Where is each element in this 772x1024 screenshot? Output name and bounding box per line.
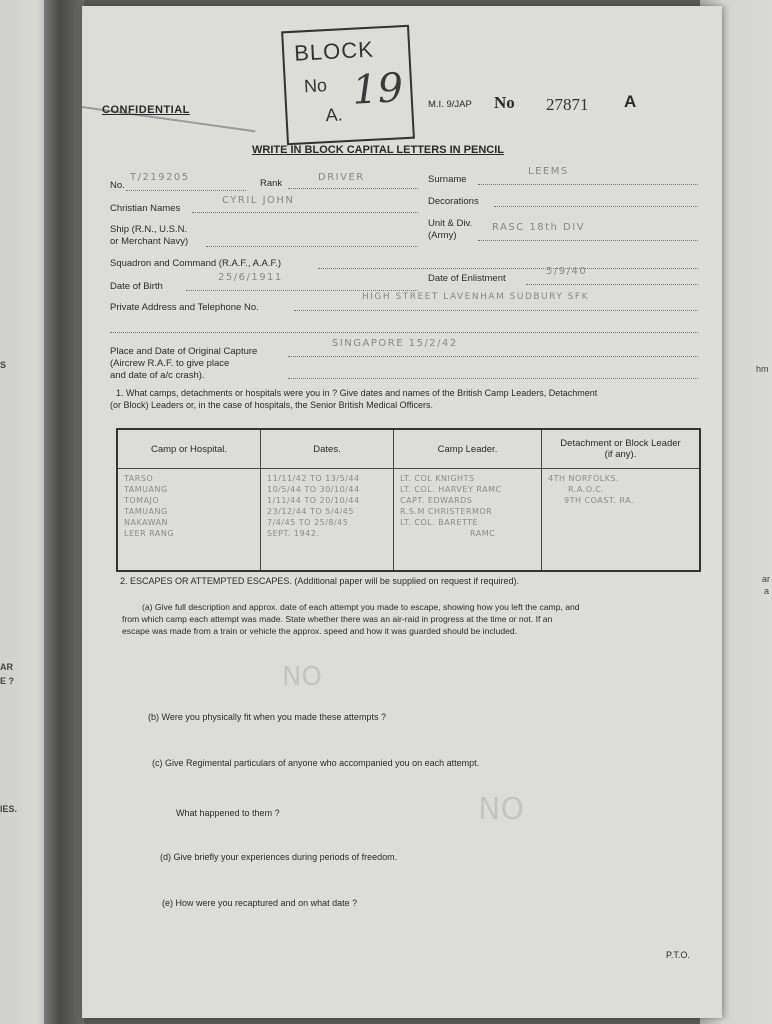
- confidential-label: CONFIDENTIAL: [102, 104, 190, 116]
- ship-label: Ship (R.N., U.S.N.: [110, 224, 188, 235]
- camp-entry: TOMAJO: [124, 496, 160, 505]
- right-fragment: ar: [762, 574, 771, 584]
- camp-header: Camp or Hospital.: [117, 429, 261, 469]
- ship-label-2: or Merchant Navy): [110, 236, 189, 247]
- dates-cell: [261, 469, 394, 572]
- questionnaire-sheet: [82, 6, 722, 1018]
- date-entry: 11/11/42 TO 13/5/44: [267, 474, 360, 483]
- rank-value: DRIVER: [318, 172, 365, 183]
- decorations-label: Decorations: [428, 196, 479, 207]
- block-stamp: [281, 25, 415, 146]
- unit-label-2: (Army): [428, 230, 457, 241]
- serial-suffix: A: [624, 92, 637, 111]
- detachment-cell: [542, 469, 701, 572]
- surname-label: Surname: [428, 174, 467, 185]
- question-1-text-2: (or Block) Leaders or, in the case of hospitals, the Senior British Medical Officers.: [110, 400, 433, 410]
- address-label: Private Address and Telephone No.: [110, 302, 259, 313]
- answer-2a: NO: [282, 662, 322, 692]
- camp-entry: TARSO: [124, 474, 154, 483]
- right-fragment: a: [764, 586, 770, 596]
- left-fragment: AR: [0, 662, 13, 672]
- detachment-entry: 4TH NORFOLKS.: [548, 474, 620, 483]
- mi-reference: M.I. 9/JAP: [428, 99, 472, 110]
- question-2c-text: (c) Give Regimental particulars of anyone who accompanied you on each attempt.: [152, 758, 480, 768]
- question-2a-text-2: from which camp each attempt was made. State whether there was an air-raid in progress at the time or not. If an: [122, 614, 553, 624]
- dob-label: Date of Birth: [110, 281, 163, 292]
- unit-label: Unit & Div.: [428, 218, 473, 229]
- date-entry: 10/5/44 TO 30/10/44: [267, 485, 360, 494]
- date-entry: 23/12/44 TO 5/4/45: [267, 507, 354, 516]
- army-no-label: No.: [110, 180, 125, 191]
- camps-table: [116, 428, 701, 572]
- date-entry: 7/4/45 TO 25/8/45: [267, 518, 349, 527]
- camp-entry: TAMUANG: [124, 485, 168, 494]
- dates-header: Dates.: [261, 429, 394, 469]
- question-2a-text-3: escape was made from a train or vehicle the approx. speed and how it was guarded should be included.: [122, 626, 518, 636]
- question-2d-text: (d) Give briefly your experiences during periods of freedom.: [160, 852, 398, 862]
- capture-label-3: and date of a/c crash).: [110, 370, 205, 381]
- leader-entry: LT. COL. HARVEY RAMC: [400, 485, 502, 494]
- question-2a-text: (a) Give full description and approx. date of each attempt you made to escape, showing how you left the camp, and: [142, 602, 580, 612]
- christian-names-label: Christian Names: [110, 203, 181, 214]
- camp-entry: LEER RANG: [124, 529, 175, 538]
- camp-entry: NAKAWAN: [124, 518, 169, 527]
- date-entry: 1/11/44 TO 20/10/44: [267, 496, 360, 505]
- surname-value: LEEMS: [528, 166, 569, 177]
- serial-number: 27871: [546, 95, 589, 114]
- army-no-value: T/219205: [130, 172, 190, 183]
- rank-label: Rank: [260, 178, 283, 189]
- date-entry: SEPT. 1942.: [267, 529, 320, 538]
- detachment-entry: R.A.O.C.: [568, 485, 605, 494]
- stamp-no-text: No: [303, 75, 328, 97]
- detachment-header: Detachment or Block Leader (if any).: [542, 429, 701, 469]
- pto-label: P.T.O.: [666, 950, 690, 960]
- right-fragment: hm: [756, 364, 769, 374]
- what-happened-text: What happened to them ?: [176, 808, 280, 818]
- leader-entry: RAMC: [470, 529, 496, 538]
- leader-cell: [394, 469, 542, 572]
- squadron-label: Squadron and Command (R.A.F., A.A.F.): [110, 258, 282, 269]
- left-fragment: S: [0, 360, 7, 370]
- stamp-number: 19: [351, 65, 405, 114]
- question-2e-text: (e) How were you recaptured and on what date ?: [162, 898, 358, 908]
- dob-value: 25/6/1911: [218, 272, 283, 283]
- question-1-text: 1. What camps, detachments or hospitals were you in ? Give dates and names of the British Camp Leaders, Detachment: [116, 388, 598, 398]
- instruction-heading: WRITE IN BLOCK CAPITAL LETTERS IN PENCIL: [252, 144, 504, 156]
- christian-names-value: CYRIL JOHN: [222, 195, 295, 206]
- question-2-title: 2. ESCAPES OR ATTEMPTED ESCAPES. (Additional paper will be supplied on request if required).: [120, 576, 520, 586]
- leader-entry: R.S.M CHRISTERMOR: [400, 507, 493, 516]
- leader-entry: LT. COL. BARETTE: [400, 518, 479, 527]
- answer-2c: NO: [478, 792, 525, 827]
- leader-entry: LT. COL KNIGHTS: [400, 474, 475, 483]
- detachment-entry: 9TH COAST. RA.: [564, 496, 634, 505]
- question-2b-text: (b) Were you physically fit when you made these attempts ?: [148, 712, 386, 722]
- capture-value: SINGAPORE 15/2/42: [332, 338, 458, 349]
- camp-cell: [117, 469, 261, 572]
- left-fragment: IES.: [0, 804, 18, 814]
- camp-leader-header: Camp Leader.: [394, 429, 542, 469]
- serial-no-label: No: [494, 93, 515, 112]
- enlistment-label: Date of Enlistment: [428, 273, 506, 284]
- stamp-block-text: BLOCK: [293, 36, 375, 66]
- leader-entry: CAPT. EDWARDS: [400, 496, 473, 505]
- unit-value: RASC 18th DIV: [492, 222, 586, 233]
- folder-spine: [44, 0, 84, 1024]
- stamp-letter: A.: [325, 104, 344, 126]
- capture-label-2: (Aircrew R.A.F. to give place: [110, 358, 230, 369]
- address-value: HIGH STREET LAVENHAM SUDBURY SFK: [362, 292, 589, 302]
- camp-entry: TAMUANG: [124, 507, 168, 516]
- capture-label: Place and Date of Original Capture: [110, 346, 258, 357]
- left-fragment: E ?: [0, 676, 15, 686]
- enlistment-value: 5/9/40: [546, 266, 588, 277]
